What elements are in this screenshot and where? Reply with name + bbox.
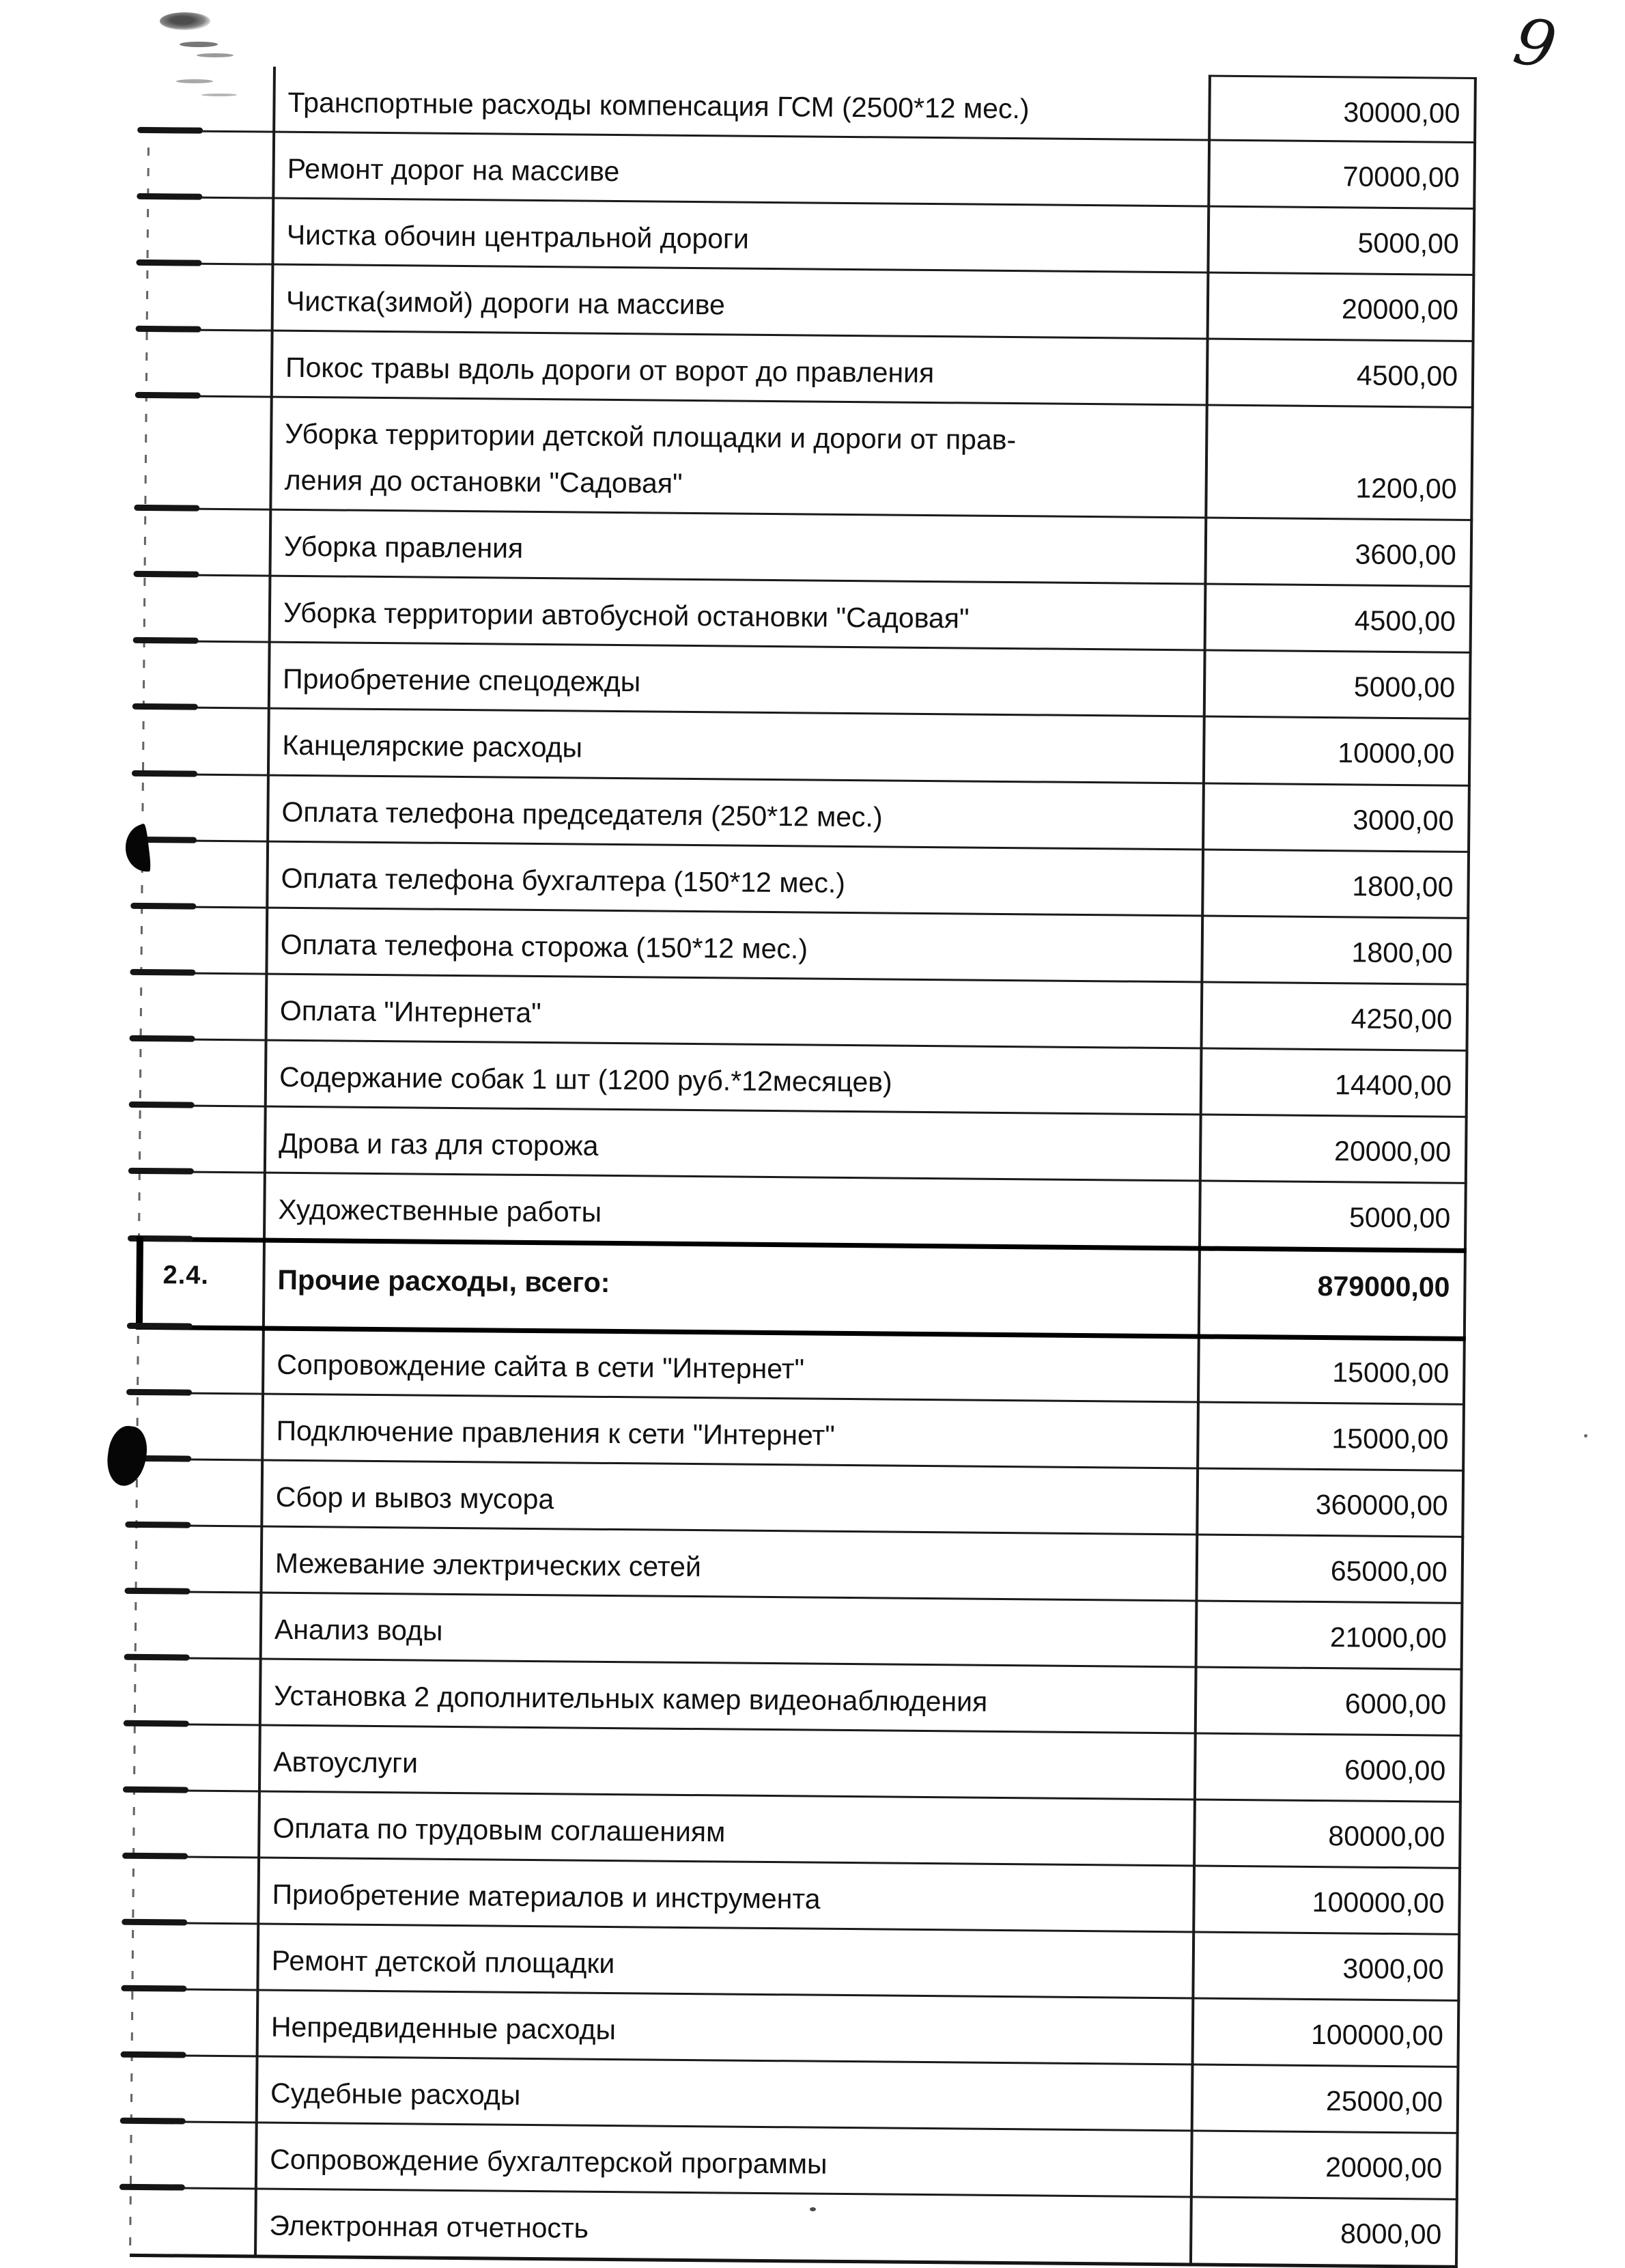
row-amount: 70000,00 — [1342, 160, 1460, 193]
table-row — [140, 1038, 1469, 1116]
row-description: Транспортные расходы компенсация ГСМ (2500*12 мес.) — [287, 86, 1030, 125]
row-number-cell — [143, 708, 268, 774]
scan-smudge-artifact — [160, 12, 210, 30]
row-number-cell — [133, 1791, 258, 1857]
row-amount: 1200,00 — [1355, 472, 1457, 505]
table-row — [130, 2187, 1458, 2265]
table-row — [147, 130, 1476, 208]
row-description: Анализ воды — [274, 1613, 443, 1647]
row-amount: 5000,00 — [1353, 671, 1456, 704]
row-description: Электронная отчетность — [269, 2210, 589, 2245]
row-amount: 10000,00 — [1338, 737, 1455, 770]
row-amount: 20000,00 — [1333, 1134, 1452, 1168]
row-description: Чистка обочин центральной дороги — [286, 219, 750, 255]
row-description: Оплата телефона сторожа (150*12 мес.) — [280, 928, 808, 965]
row-description: Уборка территории автобусной остановки "Садовая" — [283, 597, 970, 634]
row-description: Сбор и вывоз мусора — [275, 1481, 554, 1515]
row-amount: 25000,00 — [1325, 2085, 1443, 2118]
row-description: Автоуслуги — [273, 1746, 419, 1779]
row-description: Уборка территории детской площадки и дороги от прав- ления до остановки "Садовая" — [284, 417, 1017, 500]
row-description: Оплата по трудовым соглашениям — [272, 1812, 726, 1848]
row-number-cell — [136, 1526, 261, 1592]
table-row — [132, 1856, 1461, 1933]
row-number-cell — [136, 1460, 261, 1526]
row-amount: 5000,00 — [1357, 227, 1459, 260]
row-description: Покос травы вдоль дороги от ворот до правления — [285, 351, 935, 389]
row-description: Установка 2 дополнительных камер видеонаблюдения — [273, 1679, 988, 1718]
row-number-cell — [147, 198, 272, 264]
row-number-cell — [132, 1990, 257, 2056]
row-amount: 20000,00 — [1341, 293, 1459, 326]
row-description: Дрова и газ для сторожа — [279, 1127, 599, 1162]
table-row — [143, 640, 1472, 718]
row-description: Судебные расходы — [270, 2077, 521, 2112]
row-number-cell — [145, 509, 270, 575]
row-description: Ремонт детской площадки — [271, 1944, 615, 1980]
row-number-cell — [130, 2123, 255, 2188]
row-amount: 8000,00 — [1340, 2217, 1442, 2251]
table-row — [137, 1392, 1465, 1470]
table-row — [148, 66, 1477, 141]
table-row — [144, 574, 1473, 652]
row-amount: 20000,00 — [1325, 2151, 1443, 2185]
row-number-cell — [141, 841, 266, 907]
table-row — [142, 772, 1471, 850]
row-amount: 4250,00 — [1351, 1003, 1453, 1035]
row-amount: 15000,00 — [1332, 1356, 1450, 1389]
row-description: Уборка правления — [283, 531, 524, 565]
table-row — [136, 1524, 1465, 1602]
row-number-cell — [134, 1725, 259, 1791]
row-description: Сопровождение сайта в сети "Интернет" — [277, 1348, 805, 1385]
row-number-cell — [146, 331, 271, 396]
row-description: Приобретение материалов и инструмента — [272, 1878, 821, 1915]
row-description: Прочие расходы, всего: — [277, 1263, 610, 1298]
row-amount: 3000,00 — [1353, 803, 1454, 837]
row-number-cell — [141, 974, 266, 1039]
row-amount: 879000,00 — [1317, 1270, 1450, 1303]
row-number-cell — [135, 1659, 259, 1724]
table-row — [141, 972, 1469, 1050]
row-description: Оплата телефона бухгалтера (150*12 мес.) — [281, 862, 846, 899]
row-number-cell — [145, 397, 270, 509]
row-number-cell: 2.4. — [162, 1261, 210, 1290]
table-row — [146, 328, 1475, 406]
ink-dot-artifact — [810, 2207, 816, 2211]
table-row — [141, 839, 1470, 917]
row-amount: 360000,00 — [1315, 1488, 1448, 1522]
row-amount: 15000,00 — [1331, 1423, 1449, 1455]
row-amount: 80000,00 — [1328, 1820, 1445, 1853]
row-number-cell — [135, 1593, 260, 1658]
row-description: Оплата телефона председателя (250*12 мес.) — [281, 796, 883, 832]
row-description: Художественные работы — [278, 1193, 602, 1228]
row-number-cell — [132, 1858, 257, 1923]
row-description: Оплата "Интернета" — [279, 994, 541, 1028]
row-amount: 100000,00 — [1310, 2019, 1444, 2052]
table-row — [136, 1458, 1465, 1536]
row-description: Приобретение спецодежды — [282, 663, 641, 698]
table-row — [130, 2120, 1459, 2198]
row-amount: 3600,00 — [1355, 538, 1457, 572]
table-row — [135, 1591, 1464, 1668]
table-row — [143, 706, 1471, 784]
expense-table-body — [130, 66, 1477, 2265]
row-number-cell — [147, 132, 272, 197]
table-row — [145, 507, 1473, 585]
row-number-cell — [139, 1106, 264, 1172]
row-amount: 4500,00 — [1354, 604, 1456, 638]
table-row — [147, 196, 1475, 274]
row-amount: 65000,00 — [1330, 1555, 1448, 1588]
table-row — [133, 1789, 1462, 1867]
table-row — [135, 1657, 1463, 1735]
row-number-cell — [140, 1040, 265, 1106]
row-amount: 100000,00 — [1312, 1886, 1445, 1919]
row-number-cell — [137, 1394, 262, 1459]
row-number-cell — [143, 642, 268, 708]
row-amount: 30000,00 — [1208, 75, 1477, 141]
table-row — [132, 1988, 1460, 2066]
table-row — [141, 906, 1469, 983]
row-description: Подключение правления к сети "Интернет" — [276, 1414, 835, 1451]
row-amount: 21000,00 — [1329, 1621, 1447, 1654]
ink-dot-artifact — [1584, 1434, 1587, 1438]
table-row — [131, 2054, 1460, 2132]
row-amount: 4500,00 — [1356, 359, 1458, 392]
table-row — [132, 1922, 1460, 2000]
table-row — [145, 395, 1473, 519]
row-description: Чистка(зимой) дороги на массиве — [285, 285, 726, 321]
row-amount: 6000,00 — [1344, 1688, 1447, 1720]
row-amount: 3000,00 — [1342, 1952, 1444, 1985]
row-description: Ремонт дорог на массиве — [287, 152, 620, 188]
row-description: Содержание собак 1 шт (1200 руб.*12месяцев) — [279, 1061, 892, 1098]
row-number-cell — [148, 66, 273, 131]
section-row-left-edge — [136, 1237, 143, 1330]
row-number-cell — [131, 2056, 256, 2122]
table-row — [134, 1723, 1462, 1801]
expense-table — [130, 66, 1477, 2268]
row-number-cell — [142, 774, 267, 840]
row-number-cell — [139, 1173, 264, 1238]
row-description: Непредвиденные расходы — [270, 2011, 617, 2046]
row-description: Межевание электрических сетей — [274, 1547, 702, 1583]
row-amount: 6000,00 — [1344, 1754, 1446, 1787]
row-amount: 5000,00 — [1348, 1201, 1451, 1234]
table-row — [138, 1237, 1467, 1341]
row-number-cell — [132, 1924, 257, 1989]
row-number-cell — [130, 2189, 255, 2254]
table-row — [139, 1104, 1468, 1182]
row-description: Канцелярские расходы — [282, 729, 583, 764]
row-number-cell — [141, 908, 266, 973]
row-amount: 14400,00 — [1334, 1068, 1452, 1102]
table-row — [139, 1171, 1467, 1248]
row-number-cell — [137, 1328, 262, 1393]
handwritten-page-number: 9 — [1508, 3, 1562, 85]
row-description: Сопровождение бухгалтерской программы — [270, 2144, 828, 2181]
row-amount: 1800,00 — [1352, 869, 1454, 903]
row-amount: 1800,00 — [1351, 936, 1453, 969]
row-number-cell — [144, 576, 269, 641]
row-number-cell — [147, 264, 272, 330]
table-row — [147, 262, 1475, 340]
table-row — [137, 1328, 1466, 1403]
